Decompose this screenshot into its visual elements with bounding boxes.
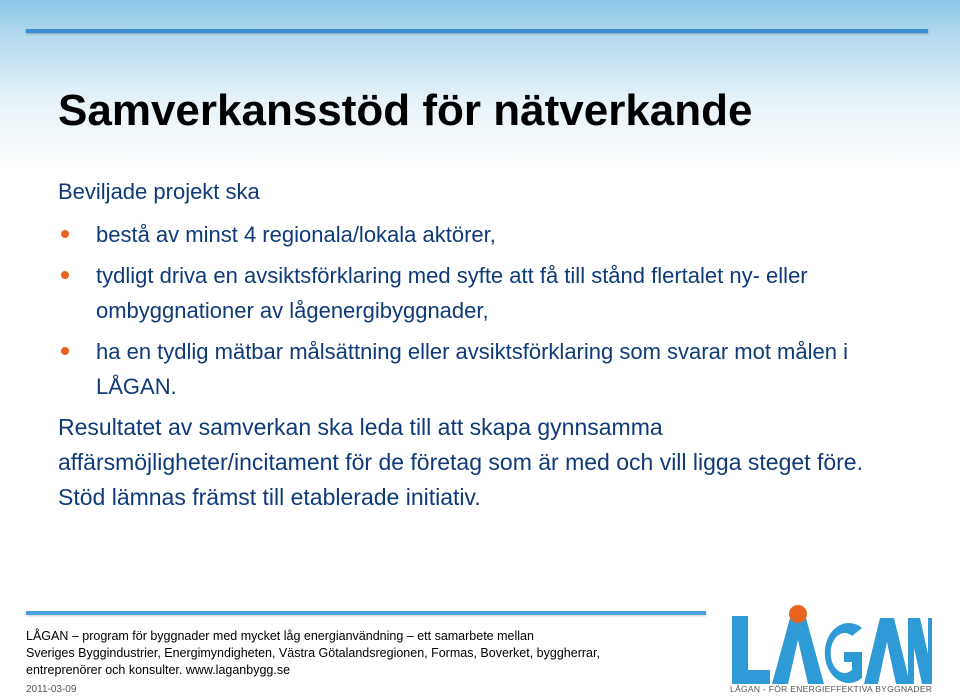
slide-date: 2011-03-09 (26, 684, 77, 695)
bullet-dot-icon (61, 271, 69, 279)
bullet-item (58, 258, 908, 328)
footer-text (26, 628, 716, 679)
bullet-dot-icon (61, 347, 69, 355)
intro-text: Beviljade projekt ska (58, 179, 260, 204)
logo-caption: LÅGAN - FÖR ENERGIEFFEKTIVA BYGGNADER (730, 684, 933, 694)
bullet-text: tydligt driva en avsiktsförklaring med syfte att få till stånd flertalet ny- eller ombyggnationer av lågenergibyggnader, (96, 263, 808, 323)
bullet-text: ha en tydlig mätbar målsättning eller avsiktsförklaring som svarar mot målen i LÅGAN. (96, 339, 848, 399)
top-rule (26, 29, 928, 33)
footer-line: Sveriges Byggindustrier, Energimyndigheten, Västra Götalandsregionen, Formas, Boverket, byggherrar, (26, 646, 600, 660)
bullet-list (58, 217, 908, 404)
result-text: Resultatet av samverkan ska leda till att skapa gynnsamma affärsmöjligheter/incitament för de företag som är med och vill ligga steget före. Stöd lämnas främst till etablerade initiativ. (58, 414, 863, 510)
bullet-dot-icon (61, 230, 69, 238)
bullet-item (58, 334, 908, 404)
bottom-rule (26, 611, 706, 615)
slide-title: Samverkansstöd för nätverkande (58, 86, 753, 135)
bullet-item (58, 217, 908, 252)
bullet-text: bestå av minst 4 regionala/lokala aktörer, (96, 222, 496, 247)
footer-line: LÅGAN – program för byggnader med mycket låg energianvändning – ett samarbete mellan (26, 629, 534, 643)
footer-line: entreprenörer och konsulter. www.laganbygg.se (26, 663, 291, 677)
slide-body (58, 174, 908, 515)
